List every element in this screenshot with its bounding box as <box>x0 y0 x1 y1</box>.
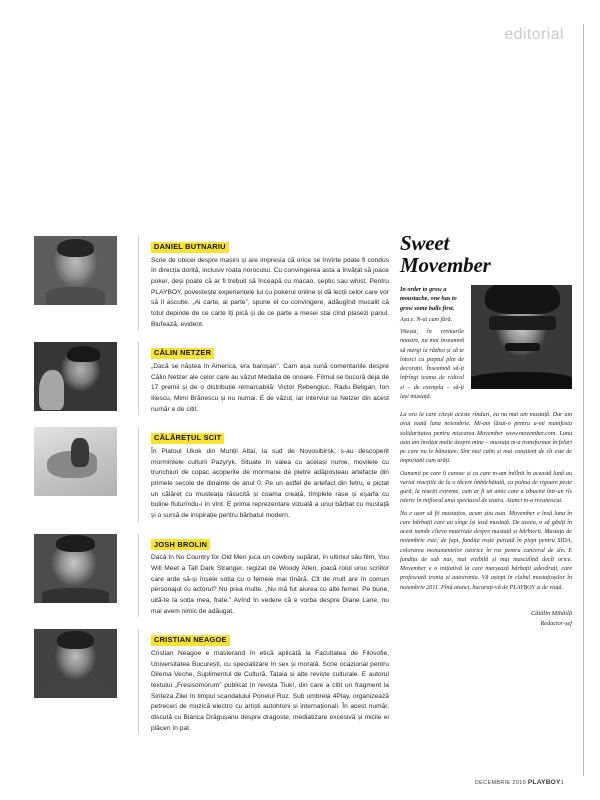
portrait-josh-brolin-image <box>34 534 117 603</box>
sunglasses-shape <box>489 316 556 330</box>
editorial-paragraph: Nu e ușor să fii mustațios, acum știu asta. Movember e însă luna în care bărbații care au sînge își lasă mustață. De aceea, o să găsiți în acest număr cîteva materiale despre mustață și bărbierit. Mustața de noiembrie este, de fapt, fundița roșie purtată în piept pentru SIDA, colorarea monumentelor istorice în roz pentru cancerul de sîn. E fundița de sub nas, mai vizibilă și mai masculină decît orice. Movember e o inițiativă la care marșează bărbații adevărați, care profesează ironia și autoironia. Vă aștept în clubul mustațioșilor în noiembrie 2011. Pînă atunci, bucurați-vă de PLAYBOY și de viață. <box>400 510 572 591</box>
contributor-item <box>34 342 389 415</box>
contributor-bio: Dacă în No Country for Old Men juca un cowboy supărat, în ultimul său film, You Will Meet a Tall Dark Stranger, regizat de Woody Allen, joacă rolul unui scriitor care arde să-și înșele soția cu o femeie mai tînără. Cît de mult are în comun personajul cu actorul? Nu prea multe. „Nu mă fut aiurea cu alte femei. Pe bune, uită-te la soția mea, frate.” Avînd în vedere că e vorba despre Diane Lane, nu mai avem nimic de adăugat. <box>151 554 389 615</box>
page-footer <box>0 779 588 786</box>
contributors-list <box>34 236 389 746</box>
shoulders-shape <box>471 372 572 389</box>
editorial-title-line1: Sweet <box>400 231 450 255</box>
portrait-calin-netzer-image <box>34 342 117 411</box>
footer-issue: DECEMBRIE 2010 <box>474 780 527 786</box>
contributor-name: DANIEL BUTNARIU <box>151 242 229 253</box>
page-header <box>0 26 576 44</box>
contributor-body <box>138 427 389 521</box>
portrait-cristian-neagoe-image <box>34 629 117 698</box>
contributor-name: CĂLĂREȚUL SCIT <box>151 433 224 444</box>
contributor-name: CRISTIAN NEAGOE <box>151 635 230 646</box>
contributor-name: JOSH BROLIN <box>151 539 210 550</box>
contributor-item <box>34 236 389 330</box>
editorial-intro-paragraph: Așa e. N-ai cum fără. <box>400 316 453 323</box>
editorial-lead: In order to grow a moustache, one has to grow some balls first. <box>400 286 457 312</box>
contributor-name: CĂLIN NETZER <box>151 348 214 359</box>
hair-shape <box>485 285 560 314</box>
signature-role: Redactor-șef <box>540 619 572 627</box>
editorial-intro-row <box>400 285 572 405</box>
editorial-intro-text <box>400 285 464 405</box>
contributor-bio: Scrie de obicei despre mașini și are impresia că orice se învîrte poate fi condus în direcția dorită, inclusiv roata norocului. Cu convingerea asta a învățat să joace poker, deși poate că ar fi trebuit să înceapă cu macao, șeptic sau whist. Pentru PLAYBOY, povestește experiențele lui cu pokerul online și dă lecții celor care vor să îl asculte. „Ai carte, ai parte”, spune el cu convingere, adăugînd mucalit că totul depinde de ce carte îți pică și de ce parte a mesei stai cînd plasezi pariul. Blufează, evident. <box>151 256 389 328</box>
moustache-shape <box>505 343 539 350</box>
section-label: editorial <box>504 26 564 43</box>
contributor-body <box>138 629 389 734</box>
signature-name: Cătălin Mihăilă <box>530 609 572 617</box>
contributor-item <box>34 629 389 734</box>
editorial-title <box>400 232 572 276</box>
editorial-title-line2: Movember <box>400 253 491 278</box>
editorial-body <box>400 411 572 593</box>
footer-page-number: 1 <box>560 780 564 786</box>
contributor-photo-wrap <box>34 427 117 496</box>
contributor-item <box>34 427 389 521</box>
contributor-photo-wrap <box>34 629 117 698</box>
contributor-photo-wrap <box>34 236 117 305</box>
portrait-editor-with-moustache-image <box>471 285 572 389</box>
editorial-paragraph: La ora la care citești aceste rînduri, eu nu mai am mustață. Dar am avut toată luna noiembrie. Mi-am lăsat-o pentru a-mi manifesta solidaritatea pentru mișcarea Movember www.movember.com. Luna asta am învățat multe despre mine – mustața m-a transformat în feluri pe care nu le bănuiam. Sînt mai calm și mai conștient de cît este de important cum arăți. <box>400 412 572 465</box>
editorial-article <box>400 232 572 628</box>
contributor-photo-wrap <box>34 342 117 411</box>
contributor-bio: Cristian Neagoe e masterand în etică aplicată la Facultatea de Filosofie, Universitatea București, cu specializare în sex și morală. Scrie ocazional pentru Dilema Veche, Suplimentul de Cultură, Tataia și alte reviste culturale. E autorul textului „Fresisomorum” publicat în revista Tiuk!, din care a citit un fragment la Sinteza Zilei în timpul scandalului Poneiul Roz. Sub umbrela 4Play, organizează petreceri de muzică electro cu artiști autohtoni și internaționali. În acest număr, discută cu Bianca Drăgușanu despre dragoste, mediatizare excesivă și micile ei plăceri în pat. <box>151 650 389 732</box>
contributor-bio: În Platoul Ukok din Munții Altai, la sud de Novosibirsk, s-au descoperit mormintele culturii Pazyryk. Situate în valea cu același nume, movilele cu trunchiuri de copac acoperite de mormane de pietre adăposteau artefacte din primele secole de dinainte de anul 0. Pe un astfel de artefact din fetru, e pictat un călăreț cu musteața răsucită și coama creață, tîmplele rase și eșarfa cu buline fluturîndu-i în vînt. E prima reprezentare vizuală a unui bărbat cu mustață și o sursă de inspirație pentru bărbatul modern. <box>151 447 389 520</box>
editorial-paragraph: Oamenii pe care îi cunosc și cu care m-am întîlnit în această lună au variat reacțiile de la o tăcere îmbărbătată, cu palma de rigoare peste gură, la reacții extreme, cum ar fi un amic care a izbucnit într-un rîs isteric în mijlocul unui spectacol de teatru. Atunci m-a recunoscut. <box>400 470 572 505</box>
contributor-body <box>138 342 389 415</box>
contributor-bio: „Dacă se năștea în America, era baroșan”. Cam așa sună comentariile despre Călin Netzer ale celor care au văzut Medalia de onoare. Filmul se bucură deja de 17 premii și de o distribuție remarcabilă: Victor Rebengiuc, Radu Beligan, Ion Iliescu, Mimi Brănescu și nu numai. E de văzut, iar interviul lui Netzer din acest număr e de citit. <box>151 362 390 413</box>
contributor-item <box>34 534 389 618</box>
footer-brand: PLAYBOY <box>527 779 561 786</box>
contributor-body <box>138 236 389 330</box>
editorial-intro-paragraph: Viteșia, în vremurile noastre, nu mai înseamnă să mergi la război și să te întorci cu pieptul plin de decorații. Înseamnă să-ți înfrîngi teama de ridicol și – de exemplu – să-ți lași mustață. <box>400 329 464 400</box>
contributor-photo-wrap <box>34 534 117 603</box>
contributor-body <box>138 534 389 618</box>
editorial-signature <box>400 609 572 628</box>
artifact-scythian-rider-image <box>34 427 117 496</box>
right-column-divider <box>583 24 584 776</box>
portrait-daniel-butnariu-image <box>34 236 117 305</box>
